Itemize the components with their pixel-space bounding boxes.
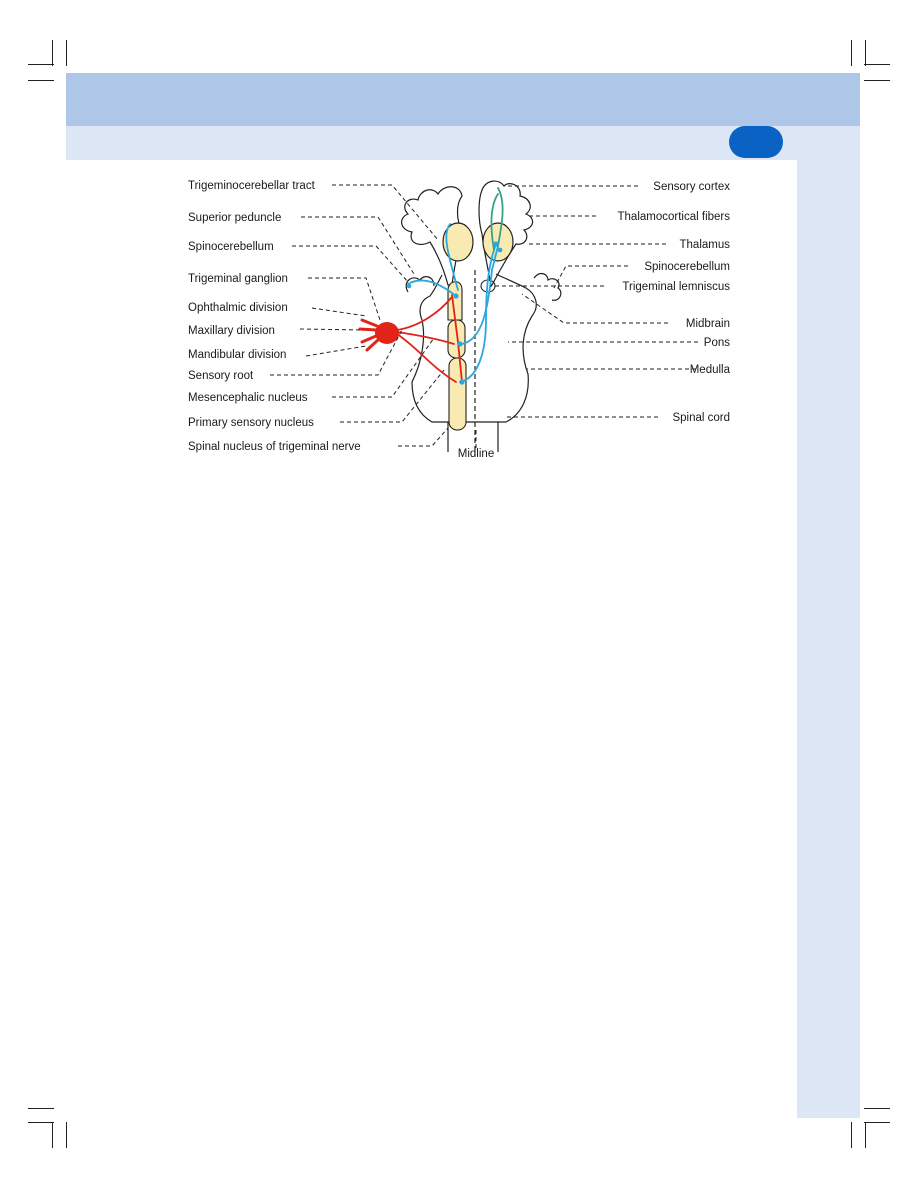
labels-left <box>188 180 361 453</box>
crop-mark <box>851 40 852 66</box>
crop-mark <box>66 1122 67 1148</box>
label-midline: Midline <box>457 448 495 460</box>
trigeminal-pathway-figure <box>186 170 732 460</box>
label-sensory-cortex: Sensory cortex <box>653 181 730 193</box>
labels-right <box>618 181 731 424</box>
page-header-band <box>66 73 860 126</box>
crop-mark <box>864 80 890 81</box>
label-primary-sensory-nucleus: Primary sensory nucleus <box>188 417 314 429</box>
crop-mark <box>864 64 890 65</box>
label-maxillary-division: Maxillary division <box>188 325 275 337</box>
label-mesencephalic-nucleus: Mesencephalic nucleus <box>188 392 308 404</box>
trigeminal-lemniscus-fiber <box>460 244 496 382</box>
label-trigeminocerebellar-tract: Trigeminocerebellar tract <box>188 180 315 192</box>
label-pons: Pons <box>703 337 730 349</box>
page-side-band <box>797 160 860 1118</box>
afferent-fiber-2 <box>397 332 454 344</box>
label-spinocerebellum-left: Spinocerebellum <box>188 241 274 253</box>
crop-mark <box>865 40 866 66</box>
label-midbrain: Midbrain <box>685 318 730 330</box>
label-thalamus: Thalamus <box>679 239 730 251</box>
crop-mark <box>864 1122 890 1123</box>
crop-mark <box>52 40 53 66</box>
label-superior-peduncle: Superior peduncle <box>188 212 282 224</box>
label-spinal-nucleus: Spinal nucleus of trigeminal nerve <box>188 441 361 453</box>
crop-mark <box>28 64 54 65</box>
trigeminal-nuclei <box>448 282 466 430</box>
crop-mark <box>28 1122 54 1123</box>
crop-mark <box>52 1122 53 1148</box>
trigeminal-ganglion <box>360 320 399 350</box>
label-spinal-cord: Spinal cord <box>672 412 730 424</box>
label-thalamocortical-fibers: Thalamocortical fibers <box>617 211 730 223</box>
label-ophthalmic-division: Ophthalmic division <box>188 302 288 314</box>
crop-mark <box>865 1122 866 1148</box>
label-trigeminal-ganglion: Trigeminal ganglion <box>188 273 288 285</box>
label-trigeminal-lemniscus: Trigeminal lemniscus <box>622 281 730 293</box>
page-number-badge <box>729 126 783 158</box>
spinal-nucleus <box>449 358 466 430</box>
trigeminal-lemniscus-fiber-2 <box>462 246 498 344</box>
label-spinocerebellum-right: Spinocerebellum <box>644 261 730 273</box>
crop-mark <box>851 1122 852 1148</box>
label-mandibular-division: Mandibular division <box>188 349 287 361</box>
crop-mark <box>66 40 67 66</box>
crop-mark <box>28 1108 54 1109</box>
label-medulla: Medulla <box>689 364 730 376</box>
crop-mark <box>864 1108 890 1109</box>
afferent-fiber-1 <box>397 298 451 330</box>
brain-outline <box>402 181 561 452</box>
crop-mark <box>28 80 54 81</box>
label-sensory-root: Sensory root <box>188 370 254 382</box>
